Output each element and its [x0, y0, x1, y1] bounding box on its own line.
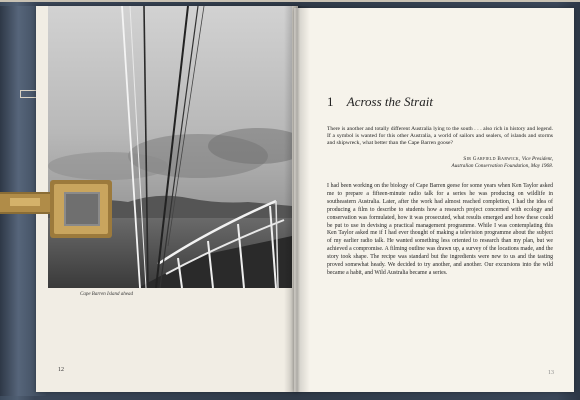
page-number-right: 13: [548, 370, 554, 376]
attribution-role: Vice President,: [520, 156, 553, 162]
epigraph: There is another and totally different Australia lying to the south . . . also rich in history and legend. If a symbol is wanted for this other Australia, a world of sailors and sealers, of islands and storms and shipwreck, what better than the Cape Barren goose?: [327, 126, 553, 146]
chapter-heading: [327, 94, 433, 110]
photo-caption: Cape Barren Island ahead: [80, 292, 134, 297]
attribution-name: Sir Garfield Barwick,: [463, 156, 521, 162]
chapter-title: Across the Strait: [346, 94, 433, 109]
ship-photo: [48, 6, 292, 288]
ship-photo-illustration: [48, 6, 292, 288]
page-clip-icon: [0, 180, 112, 238]
page-number-left: 12: [58, 367, 64, 373]
attribution-org: Australian Conservation Foundation, May 1968.: [451, 163, 553, 169]
chapter-number: 1: [327, 94, 334, 109]
chapter-body: I had been working on the biology of Cape Barren geese for some years when Ken Taylor asked me to prepare a fifteen-minute radio talk for a series he was producing on wildlife in southeastern Australia. Later, after the work had almost reached completion, I had the idea of producing a film to describe to students how a research project concerned with ecology and conservation was formulated, how it was prosecuted, what results emerged and how these could be put to use in devising a practical management programme. While I was contemplating this Ken Taylor asked me if I had ever thought of making a television programme about the subject of my earlier radio talk. He wanted something less oriented to research than my plan, but we achieved a compromise. A filming outline was drawn up, a survey of the locations made, and the story took shape. The recipe was standard but the ingredients were new to us and the tasting proved somewhat heady. We decided to try another, and another. Our excursions into the wild became a habit, and Wild Australia became a series.: [327, 183, 553, 276]
epigraph-attribution: [346, 156, 553, 170]
